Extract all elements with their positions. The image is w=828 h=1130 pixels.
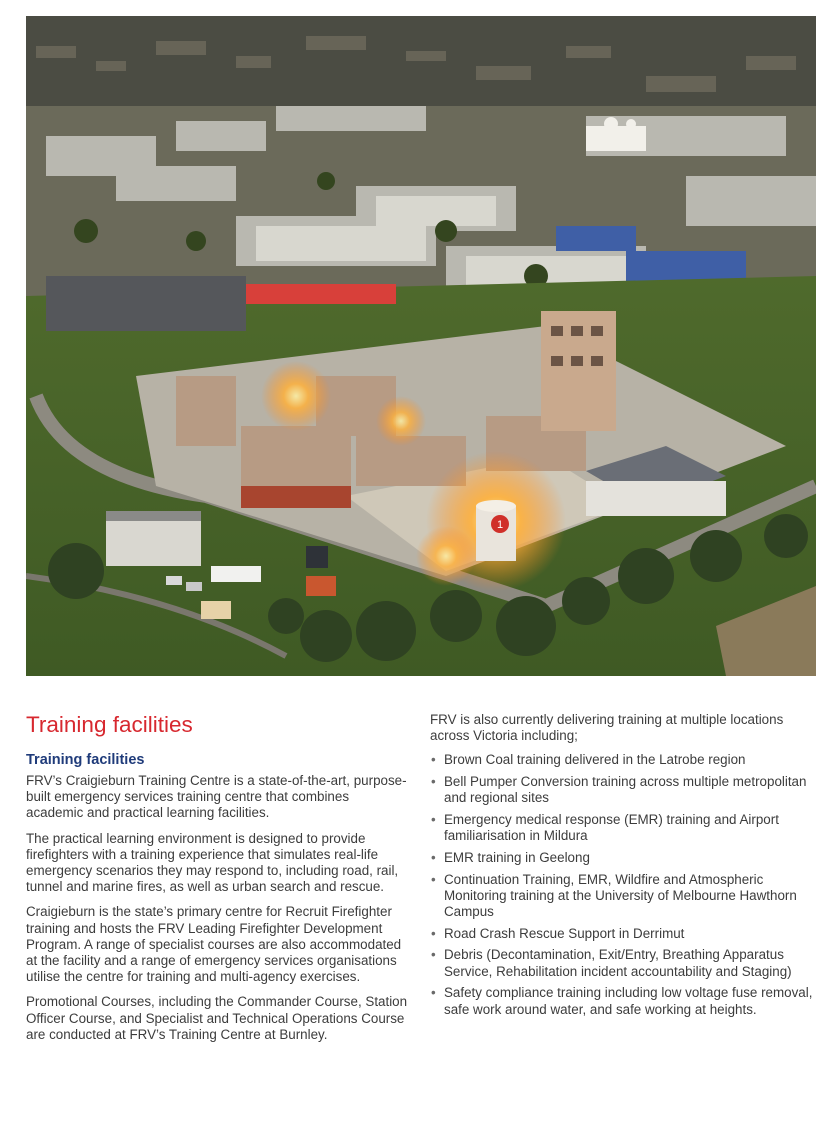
list-item: • Continuation Training, EMR, Wildfire and Atmospheric Monitoring training at the University of Melbourne Hawthorn Campus: [430, 872, 820, 921]
locations-intro: FRV is also currently delivering training at multiple locations across Victoria including;: [430, 712, 784, 744]
paragraph: Promotional Courses, including the Commander Course, Station Officer Course, and Specialist and Technical Operations Course are conducted at FRV’s Training Centre at Burnley.: [26, 994, 408, 1042]
paragraph: The practical learning environment is designed to provide firefighters with a training experience that simulates real-life emergency scenarios they may respond to, including road, rail, tunnel and marine fires, as well as urban search and rescue.: [26, 830, 399, 895]
section-title: Training facilities: [26, 712, 193, 737]
photo-marker-label: 1: [496, 519, 504, 531]
paragraph: FRV’s Craigieburn Training Centre is a state-of-the-art, purpose-built emergency services training centre that combines academic and practical learning facilities.: [26, 773, 407, 821]
paragraph: Craigieburn is the state’s primary centre for Recruit Firefighter training and hosts the FRV Leading Firefighter Development Program. A range of specialist courses are also accommodated at the facility and a range of emergency services organisations utilise the centre for training and multi-agency exercises.: [26, 904, 402, 985]
list-item: • Emergency medical response (EMR) training and Airport familiarisation in Mildura: [430, 812, 820, 844]
list-item: • EMR training in Geelong: [430, 850, 820, 866]
sub-title: Training facilities: [26, 752, 145, 768]
right-column: [430, 712, 820, 1023]
aerial-training-centre-photo: [26, 16, 816, 676]
list-item: • Safety compliance training including low voltage fuse removal, safe work around water, and safe working at heights.: [430, 985, 820, 1017]
list-item: • Road Crash Rescue Support in Derrimut: [430, 926, 820, 942]
left-column: [26, 712, 410, 1052]
locations-list: [430, 752, 820, 1017]
list-item: • Brown Coal training delivered in the Latrobe region: [430, 752, 820, 768]
list-item: • Bell Pumper Conversion training across multiple metropolitan and regional sites: [430, 774, 820, 806]
list-item: • Debris (Decontamination, Exit/Entry, Breathing Apparatus Service, Rehabilitation incident accountability and Staging): [430, 947, 820, 979]
